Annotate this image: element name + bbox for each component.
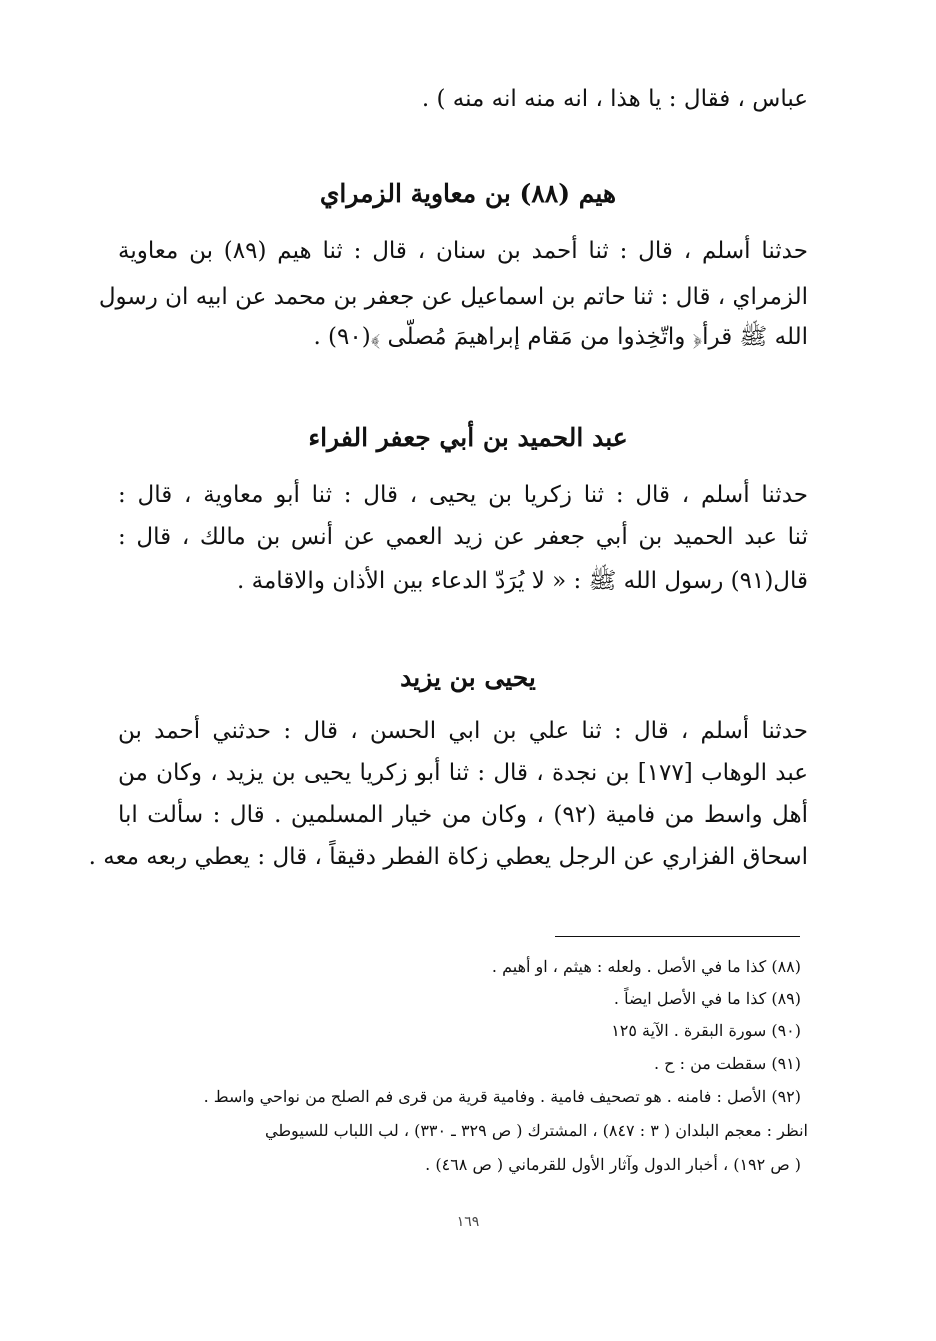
footnote-separator: [555, 936, 800, 937]
footnote-90: (٩٠) سورة البقرة . الآية ١٢٥: [611, 1021, 801, 1040]
text-line: حدثنا أسلم ، قال : ثنا أحمد بن سنان ، قال : ثنا هيم (٨٩) بن معاوية: [118, 238, 808, 264]
text-line: حدثنا أسلم ، قال : ثنا زكريا بن يحيى ، قال : ثنا أبو معاوية ، قال :: [118, 482, 808, 508]
text-line: ثنا عبد الحميد بن أبي جعفر عن زيد العمي عن أنس بن مالك ، قال :: [118, 524, 808, 550]
footnote-92-continued: انظر : معجم البلدان ( ٣ : ٨٤٧) ، المشترك ( ص ٣٢٩ ـ ٣٣٠) ، لب اللباب للسيوطي: [264, 1121, 808, 1140]
text-line: حدثنا أسلم ، قال : ثنا علي بن ابي الحسن ، قال : حدثني أحمد بن: [118, 718, 808, 744]
text-line: أهل واسط من فامية (٩٢) ، وكان من خيار المسلمين . قال : سألت ابا: [118, 802, 808, 828]
text-line: الله ﷺ قرأ﴿ واتّخِذوا من مَقام إبراهيمَ مُصلّى ﴾(٩٠) .: [313, 324, 808, 350]
text-line: الزمراي ، قال : ثنا حاتم بن اسماعيل عن جعفر بن محمد عن ابيه ان رسول: [98, 284, 808, 310]
footnote-92: (٩٢) الأصل : فامنه . هو تصحيف فامية . وفامية قرية من قرى فم الصلح من نواحي واسط .: [203, 1087, 801, 1106]
footnote-88: (٨٨) كذا ما في الأصل . ولعله : هيثم ، او أهيم .: [491, 957, 801, 976]
footnote-91: (٩١) سقطت من : ح .: [654, 1054, 801, 1073]
text-line: عبد الوهاب [١٧٧] بن نجدة ، قال : ثنا أبو زكريا يحيى بن يزيد ، وكان من: [118, 760, 809, 786]
text-line: قال(٩١) رسول الله ﷺ : « لا يُرَدّ الدعاء بين الأذان والاقامة .: [237, 568, 808, 594]
page-number: ١٦٩: [456, 1214, 480, 1230]
footnote-89: (٨٩) كذا ما في الأصل ايضاً .: [613, 989, 801, 1008]
section-heading-2: عبد الحميد بن أبي جعفر الفراء: [308, 423, 628, 452]
section-heading-1: هيم (٨٨) بن معاوية الزمراي: [319, 179, 617, 208]
section-heading-3: يحيى بن يزيد: [400, 663, 536, 692]
footnote-92-continued: ( ص ١٩٢) ، أخبار الدول وآثار الأول للقرماني ( ص ٤٦٨) .: [425, 1155, 801, 1174]
text-line: اسحاق الفزاري عن الرجل يعطي زكاة الفطر دقيقاً ، قال : يعطي ربعه معه .: [88, 844, 808, 870]
continuation-line: عباس ، فقال : يا هذا ، انه منه انه منه ) .: [421, 86, 808, 112]
